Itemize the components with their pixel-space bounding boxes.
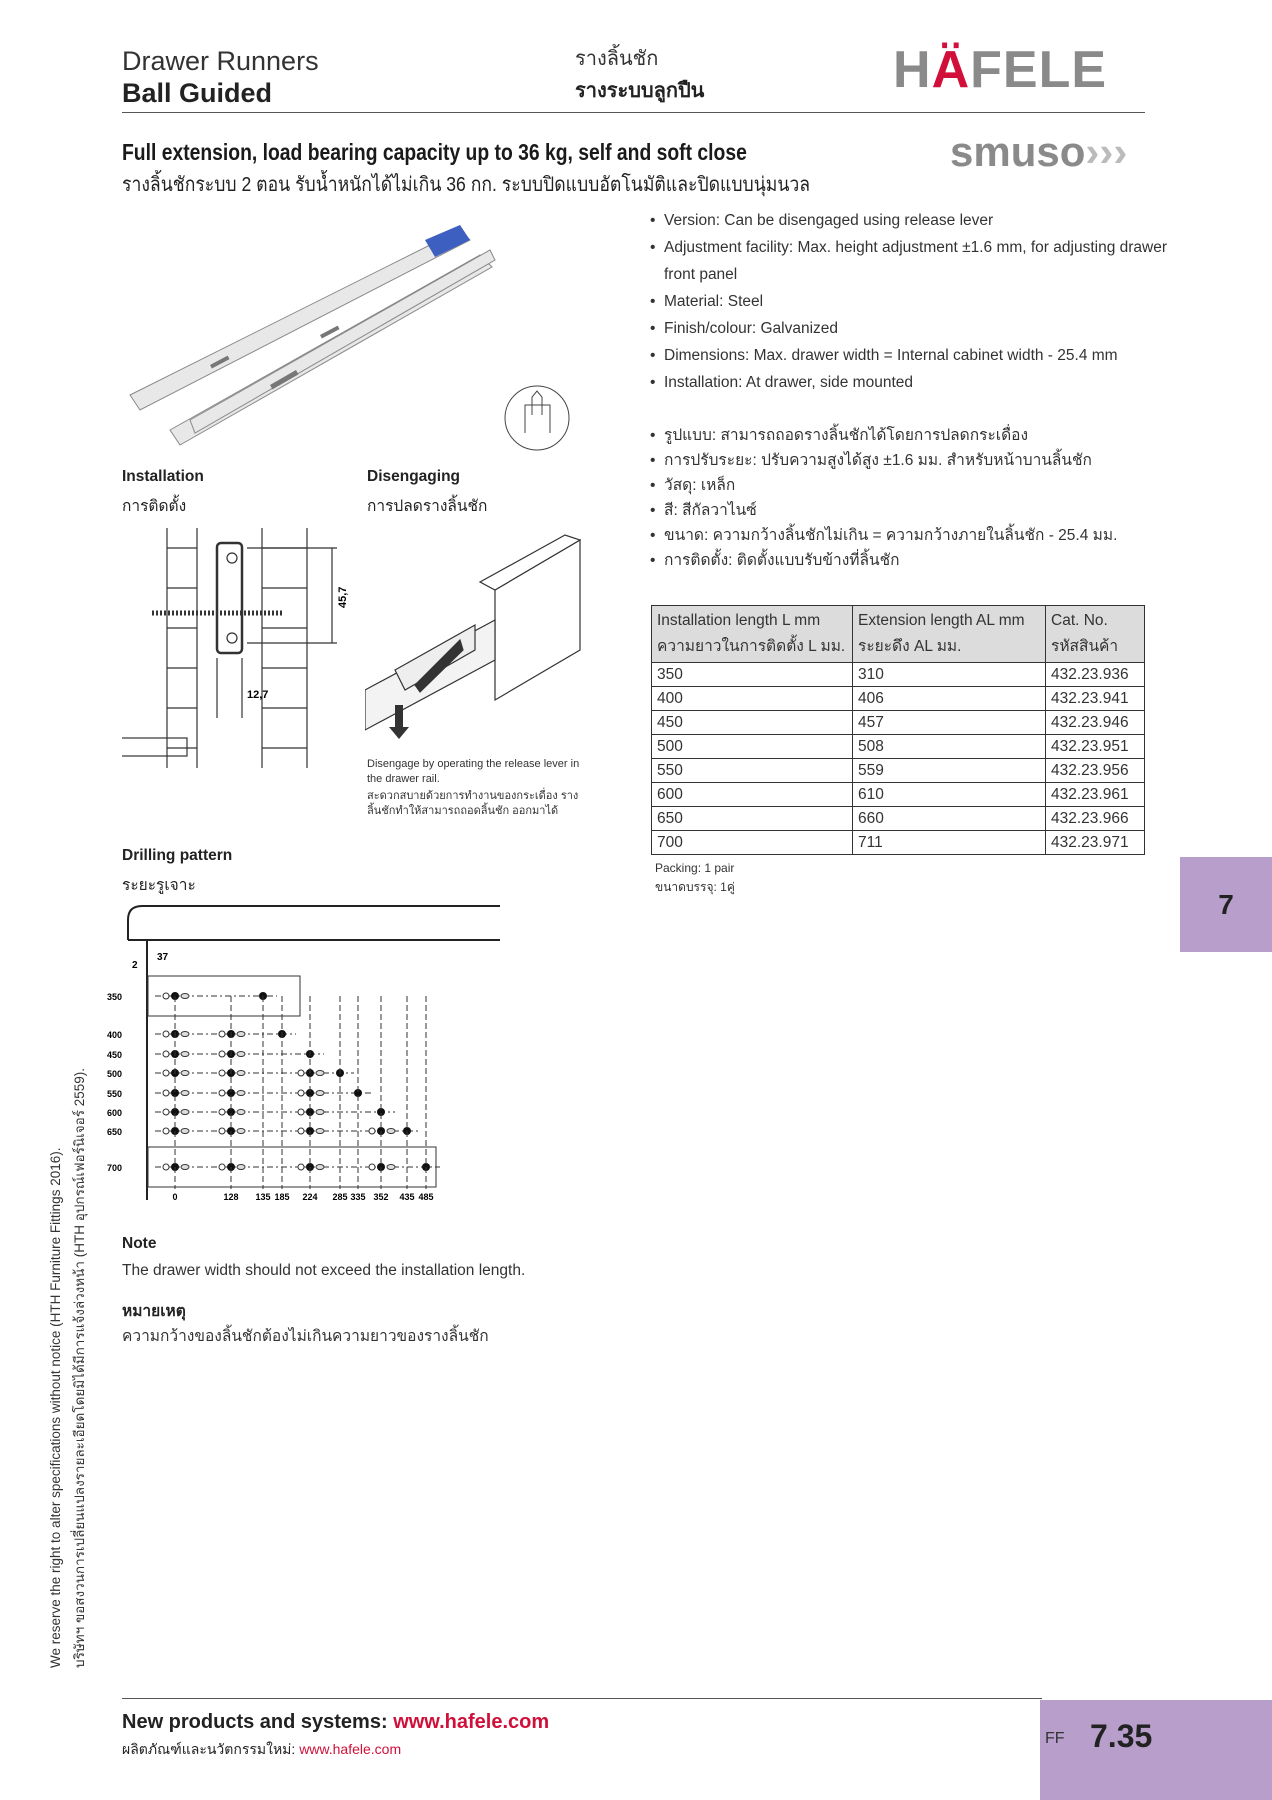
installation-length-cell: 450 (652, 711, 853, 735)
x-tick-label: 135 (255, 1192, 271, 1202)
slot-hole (316, 1091, 324, 1096)
installation-diagram (122, 528, 362, 773)
feature-item-th: • สี: สีกัลวาไนซ์ (650, 498, 1210, 523)
cat-no-cell: 432.23.971 (1046, 831, 1145, 855)
section-code: FF (1045, 1730, 1065, 1747)
row-label: 400 (107, 1030, 123, 1040)
slot-hole (219, 1128, 225, 1134)
x-tick-label: 0 (172, 1192, 178, 1202)
packing-note-th: ขนาดบรรจุ: 1คู่ (655, 880, 735, 894)
feature-item: • Material: Steel (650, 288, 1190, 315)
note-text-th: ความกว้างของลิ้นชักต้องไม่เกินความยาวของรางลิ้นชัก (122, 1328, 489, 1345)
feature-item: • Version: Can be disengaged using release lever (650, 207, 1190, 234)
table-row (652, 687, 1145, 711)
footer-divider (122, 1698, 1042, 1699)
slot-hole (237, 1052, 245, 1057)
table-row (652, 831, 1145, 855)
slot-hole (219, 1051, 225, 1057)
extension-length-cell: 610 (853, 783, 1046, 807)
note-label: Note (122, 1235, 157, 1252)
cat-no-cell: 432.23.936 (1046, 663, 1145, 687)
slot-hole (369, 1128, 375, 1134)
slot-hole (219, 1109, 225, 1115)
installation-length-cell: 500 (652, 735, 853, 759)
slot-hole (237, 1110, 245, 1115)
extension-length-cell: 406 (853, 687, 1046, 711)
slot-hole (369, 1164, 375, 1170)
extension-length-cell: 660 (853, 807, 1046, 831)
slot-hole (219, 1164, 225, 1170)
disengage-caption-th: สะดวกสบายด้วยการทำงานของกระเดื่อง รางลิ้นชักทำให้สามารถถอดลิ้นชัก ออกมาได้ (367, 790, 579, 817)
slot-hole (316, 1110, 324, 1115)
cat-no-cell: 432.23.966 (1046, 807, 1145, 831)
slot-hole (387, 1129, 395, 1134)
drilling-label: Drilling pattern (122, 847, 233, 864)
x-tick-label: 185 (274, 1192, 290, 1202)
section-subtitle-th: รางระบบลูกปืน (575, 80, 705, 102)
slot-hole (181, 1052, 189, 1057)
section-subtitle: Ball Guided (122, 78, 273, 108)
slot-hole (163, 1109, 169, 1115)
drilling-label-th: ระยะรูเจาะ (122, 877, 196, 894)
slot-hole (163, 1090, 169, 1096)
extension-length-cell: 559 (853, 759, 1046, 783)
slot-hole (298, 1128, 304, 1134)
cat-no-cell: 432.23.951 (1046, 735, 1145, 759)
installation-label: Installation (122, 468, 204, 485)
slot-hole (181, 1091, 189, 1096)
footer-text: New products and systems: www.hafele.com (122, 1711, 550, 1733)
note-label-th: หมายเหตุ (122, 1303, 186, 1320)
slot-hole (163, 1164, 169, 1170)
col-header-extension-length: Extension length AL mm ระยะดึง AL มม. (853, 606, 1046, 663)
slot-hole (387, 1165, 395, 1170)
slot-hole (181, 1071, 189, 1076)
slot-hole (219, 1090, 225, 1096)
feature-item-th: • การติดตั้ง: ติดตั้งแบบรับข้างที่ลิ้นชัก (650, 548, 1210, 573)
feature-item-th: • รูปแบบ: สามารถถอดรางลิ้นชักได้โดยการปลดกระเดื่อง (650, 423, 1210, 448)
slot-hole (316, 1071, 324, 1076)
slot-hole (181, 1110, 189, 1115)
header-divider (122, 112, 1145, 113)
feature-item: • Dimensions: Max. drawer width = Internal cabinet width - 25.4 mm (650, 342, 1190, 369)
slot-hole (237, 1129, 245, 1134)
disengage-caption: Disengage by operating the release lever in the drawer rail. (367, 758, 580, 785)
slot-hole (163, 1128, 169, 1134)
product-heading: Full extension, load bearing capacity up to 36 kg, self and soft close (122, 139, 747, 165)
slot-hole (316, 1129, 324, 1134)
extension-length-cell: 457 (853, 711, 1046, 735)
slot-hole (163, 1070, 169, 1076)
hafele-logo: HÄFELE (893, 41, 1108, 99)
cat-no-cell: 432.23.956 (1046, 759, 1145, 783)
product-table (651, 605, 1145, 855)
slot-hole (237, 1032, 245, 1037)
slot-hole (316, 1165, 324, 1170)
slot-hole (237, 1071, 245, 1076)
height-dimension: 45,7 (337, 586, 349, 608)
footer-link[interactable]: www.hafele.com (393, 1711, 550, 1733)
col-header-cat-no: Cat. No. รหัสสินค้า (1046, 606, 1145, 663)
table-row (652, 783, 1145, 807)
offset-label: 37 (157, 952, 169, 963)
disengage-lever-icon (505, 386, 569, 450)
packing-note: Packing: 1 pair (655, 861, 735, 875)
installation-length-cell: 350 (652, 663, 853, 687)
slot-hole (163, 1051, 169, 1057)
cat-no-cell: 432.23.941 (1046, 687, 1145, 711)
extension-length-cell: 508 (853, 735, 1046, 759)
section-title: Drawer Runners (122, 46, 319, 76)
disengage-diagram (365, 530, 590, 755)
installation-length-cell: 700 (652, 831, 853, 855)
installation-label-th: การติดตั้ง (122, 498, 187, 515)
slot-hole (298, 1164, 304, 1170)
slot-hole (163, 993, 169, 999)
x-tick-label: 335 (350, 1192, 366, 1202)
disengaging-label-th: การปลดรางลิ้นชัก (367, 498, 488, 515)
features-list-th (650, 423, 1210, 573)
table-row (652, 663, 1145, 687)
row-label: 500 (107, 1069, 123, 1079)
footer-link-th[interactable]: www.hafele.com (299, 1741, 402, 1757)
table-row (652, 807, 1145, 831)
feature-item-th: • การปรับระยะ: ปรับความสูงได้สูง ±1.6 มม. สำหรับหน้าบานลิ้นชัก (650, 448, 1210, 473)
table-row (652, 711, 1145, 735)
installation-length-cell: 600 (652, 783, 853, 807)
slot-hole (181, 1129, 189, 1134)
offset-label: 2 (132, 960, 138, 971)
section-title-th: รางลิ้นชัก (575, 48, 659, 70)
x-tick-label: 224 (302, 1192, 318, 1202)
col-header-installation-length: Installation length L mm ความยาวในการติดตั้ง L มม. (652, 606, 853, 663)
feature-item: • Finish/colour: Galvanized (650, 315, 1190, 342)
row-label: 550 (107, 1089, 123, 1099)
disengage-captions (367, 757, 592, 819)
footer-text-th: ผลิตภัณฑ์และนวัตกรรมใหม่: www.hafele.com (122, 1741, 402, 1757)
disengaging-label: Disengaging (367, 468, 461, 485)
slot-hole (237, 1165, 245, 1170)
chapter-tab[interactable]: 7 (1180, 857, 1272, 952)
cat-no-cell: 432.23.961 (1046, 783, 1145, 807)
product-heading-th: รางลิ้นชักระบบ 2 ตอน รับน้ำหนักได้ไม่เกิน 36 กก. ระบบปิดแบบอัตโนมัติและปิดแบบนุ่มนวล (122, 174, 811, 196)
x-tick-label: 435 (399, 1192, 415, 1202)
feature-item-th: • ขนาด: ความกว้างลิ้นชักไม่เกิน = ความกว้างภายในลิ้นชัก - 25.4 มม. (650, 523, 1210, 548)
slot-hole (219, 1031, 225, 1037)
extension-length-cell: 711 (853, 831, 1046, 855)
x-tick-label: 285 (332, 1192, 348, 1202)
table-row (652, 759, 1145, 783)
row-label: 600 (107, 1108, 123, 1118)
extension-length-cell: 310 (853, 663, 1046, 687)
page-number: 7.35 (1090, 1718, 1153, 1754)
slot-hole (181, 994, 189, 999)
smuso-logo: smuso››› (950, 128, 1128, 175)
slot-hole (237, 1091, 245, 1096)
slot-hole (298, 1109, 304, 1115)
installation-length-cell: 650 (652, 807, 853, 831)
product-image (120, 215, 610, 455)
slot-hole (298, 1070, 304, 1076)
x-tick-label: 352 (373, 1192, 389, 1202)
x-tick-label: 485 (418, 1192, 434, 1202)
slot-hole (181, 1165, 189, 1170)
cat-no-cell: 432.23.946 (1046, 711, 1145, 735)
feature-item-th: • วัสดุ: เหล็ก (650, 473, 1210, 498)
slot-hole (298, 1090, 304, 1096)
slot-hole (163, 1031, 169, 1037)
note-text: The drawer width should not exceed the installation length. (122, 1262, 526, 1279)
width-dimension: 12,7 (247, 689, 269, 701)
page-number-box (1040, 1700, 1272, 1800)
installation-length-cell: 550 (652, 759, 853, 783)
row-label: 350 (107, 992, 123, 1002)
row-label: 650 (107, 1127, 123, 1137)
disclaimer: We reserve the right to alter specifications without notice (HTH Furniture Fittings 2016). บริษัทฯ ขอสงวนการเปลี่ยนแปลงรายละเอียดโดยมิได้มีการแจ้งล่วงหน้า (HTH อุปกรณ์เฟอร์นิเจอร์ 2559). (48, 1067, 87, 1668)
feature-item: • Installation: At drawer, side mounted (650, 369, 1190, 396)
table-row (652, 735, 1145, 759)
installation-length-cell: 400 (652, 687, 853, 711)
row-label: 700 (107, 1163, 123, 1173)
features-list (650, 207, 1190, 396)
drilling-pattern-diagram (107, 900, 510, 1210)
feature-item: • Adjustment facility: Max. height adjustment ±1.6 mm, for adjusting drawer front panel (650, 234, 1190, 288)
row-label: 450 (107, 1050, 123, 1060)
x-tick-label: 128 (223, 1192, 239, 1202)
slot-hole (181, 1032, 189, 1037)
slot-hole (219, 1070, 225, 1076)
